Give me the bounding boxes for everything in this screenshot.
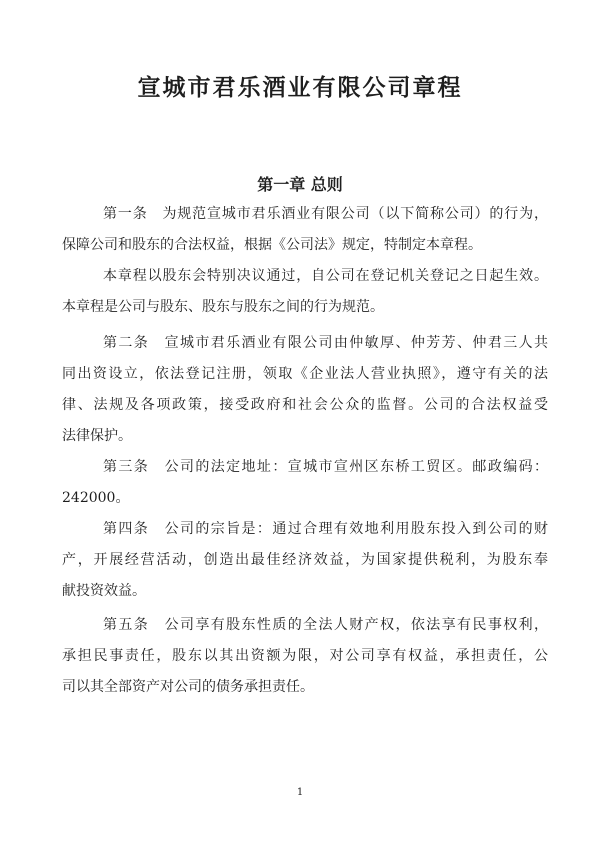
document-title: 宣城市君乐酒业有限公司章程	[137, 75, 463, 101]
text-line: 法律保护。	[62, 428, 132, 444]
text-line: 第四条 公司的宗旨是：通过合理有效地利用股东投入到公司的财	[103, 521, 548, 537]
article-5-paragraph	[62, 610, 548, 703]
text-line: 第一条 为规范宣城市君乐酒业有限公司（以下简称公司）的行为，	[103, 206, 548, 222]
text-line: 保障公司和股东的合法权益，根据《公司法》规定，特制定本章程。	[62, 237, 482, 253]
text-line: 本章程是公司与股东、股东与股东之间的行为规范。	[62, 299, 384, 315]
page-number: 1	[296, 787, 304, 798]
article-1-paragraph	[62, 199, 548, 261]
text-line: 本章程以股东会特别决议通过，自公司在登记机关登记之日起生效。	[103, 268, 548, 284]
text-line: 献投资效益。	[62, 583, 146, 599]
text-line: 第二条 宣城市君乐酒业有限公司由仲敏厚、仲芳芳、仲君三人共	[103, 335, 548, 351]
text-line: 第五条 公司享有股东性质的全法人财产权，依法享有民事权利，	[103, 617, 548, 633]
chapter-heading: 第一章 总则	[257, 175, 343, 194]
text-line: 第三条 公司的法定地址：宣城市宣州区东桥工贸区。邮政编码：	[103, 459, 548, 475]
text-line: 司以其全部资产对公司的债务承担责任。	[62, 679, 314, 695]
text-line: 同出资设立，依法登记注册，领取《企业法人营业执照》，遵守有关的法	[62, 366, 548, 382]
article-4-paragraph	[62, 514, 548, 607]
text-line: 242000。	[62, 490, 130, 506]
effectiveness-paragraph	[62, 261, 548, 323]
text-line: 产，开展经营活动，创造出最佳经济效益，为国家提供税利，为股东奉	[62, 552, 548, 568]
article-3-paragraph	[62, 452, 548, 514]
article-2-paragraph	[62, 328, 548, 452]
text-line: 承担民事责任，股东以其出资额为限，对公司享有权益，承担责任，公	[62, 648, 548, 664]
document-body	[62, 199, 548, 703]
text-line: 律、法规及各项政策，接受政府和社会公众的监督。公司的合法权益受	[62, 397, 548, 413]
